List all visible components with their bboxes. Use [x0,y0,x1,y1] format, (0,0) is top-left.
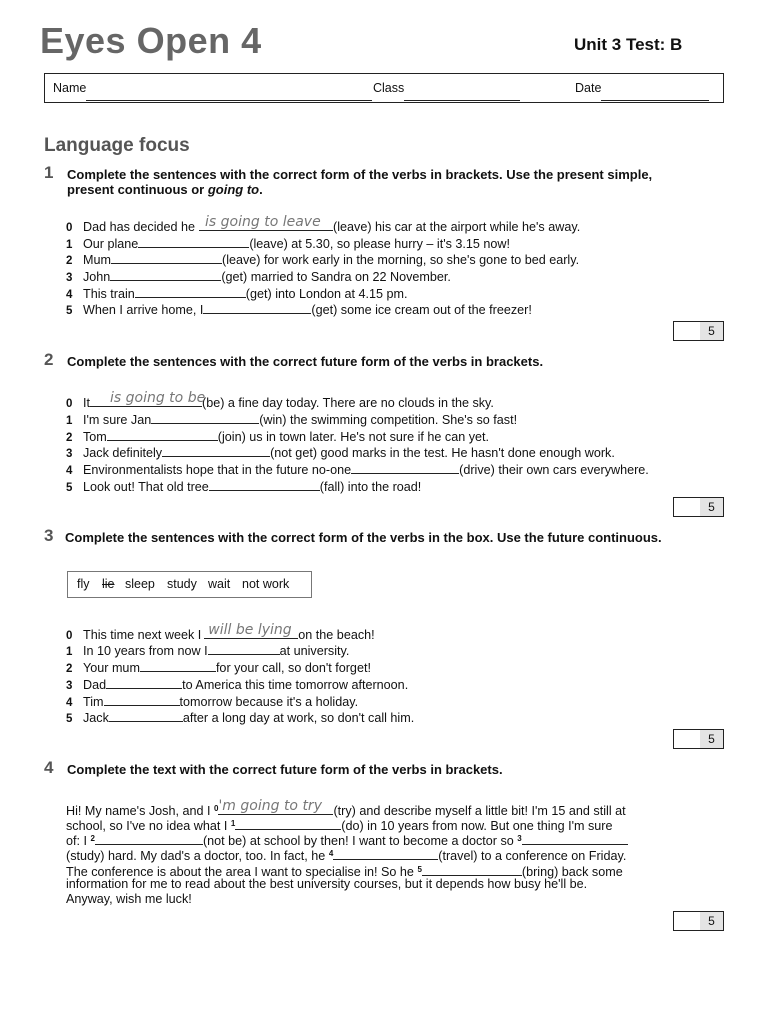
item-text: Jack definitely [83,446,163,460]
score-max: 5 [700,912,723,930]
example-answer: is going to leave [205,214,321,230]
item-number: 3 [66,272,73,284]
exercise-2-item-5 [66,478,421,496]
item-number: 2 [66,663,73,675]
class-label: Class [373,81,405,95]
word-box-item: not work [242,577,290,591]
item-text: (fall) into the road! [319,480,422,494]
item-text: (get) some ice cream out of the freezer! [311,303,532,317]
exercise-2-item-3 [66,444,615,462]
name-label: Name [53,81,87,95]
item-text: This time next week I [83,628,202,642]
text-segment: (study) hard. My dad's a doctor, too. In fact, he [66,849,329,863]
item-text: on the beach! [298,628,375,642]
item-text: (leave) for work early in the morning, so she's gone to bed early. [222,253,580,267]
answer-blank[interactable] [422,863,522,876]
instruction-italic: going to [207,182,260,197]
item-text: for your call, so don't forget! [215,661,371,675]
score-entry[interactable] [674,730,701,748]
text-segment: (travel) to a conference on Friday. [438,849,627,863]
name-field[interactable] [53,81,86,95]
text-segment: (try) and describe myself a little bit! I'm 15 and still at [333,804,626,818]
text-segment: The conference is about the area I want to specialise in! So he [66,865,418,879]
class-field[interactable] [373,81,404,95]
date-label: Date [575,81,602,95]
answer-blank[interactable] [203,301,311,314]
gap-number: 5 [417,865,422,874]
answer-blank[interactable] [209,478,320,491]
word-box-item-used: lie [102,577,115,591]
answer-blank[interactable] [333,847,438,860]
item-text: It [83,396,90,410]
name-blank[interactable] [86,88,372,101]
word-box-item: sleep [125,577,155,591]
item-text: (join) us in town later. He's not sure if he can yet. [217,430,489,444]
exercise-1-instruction [67,167,652,197]
exercise-2-instruction: Complete the sentences with the correct future form of the verbs in brackets. [67,354,544,369]
item-text: Dad [83,678,107,692]
text-line-7: Anyway, wish me luck! [66,892,192,906]
item-text: Mum [83,253,111,267]
item-number: 3 [66,448,73,460]
text-segment: of: I [66,834,91,848]
exercise-3-score-box[interactable] [673,729,724,749]
word-box-item: fly [77,577,90,591]
exercise-1-item-2 [66,251,579,269]
item-number: 4 [66,465,73,477]
item-text: (not get) good marks in the test. He hasn't done enough work. [270,446,615,460]
answer-blank[interactable] [235,817,341,830]
exercise-3-item-1 [66,642,349,660]
instruction-period: . [259,182,263,197]
answer-blank[interactable] [107,428,218,441]
item-text: after a long day at work, so don't call him. [182,711,415,725]
exercise-1-score-box[interactable] [673,321,724,341]
word-box [67,571,312,598]
item-number: 5 [66,305,73,317]
answer-blank[interactable] [522,832,628,845]
text-segment: (do) in 10 years from now. But one thing I'm sure [341,819,613,833]
exercise-3-number: 3 [44,526,54,545]
score-entry[interactable] [674,498,701,516]
item-text: Tim [83,695,104,709]
item-text: Environmentalists hope that in the future no-one [83,463,352,477]
item-number: 0 [66,398,73,410]
answer-blank[interactable] [106,676,182,689]
item-text: I'm sure Jan [83,413,152,427]
exercise-1-item-0 [66,214,581,236]
answer-blank[interactable] [199,214,333,231]
score-entry[interactable] [674,912,701,930]
example-answer: is going to be [110,390,206,406]
score-entry[interactable] [674,322,701,340]
answer-blank[interactable] [95,832,203,845]
exercise-2-score-box[interactable] [673,497,724,517]
text-segment: (bring) back some [521,865,623,879]
item-text: tomorrow because it's a holiday. [179,695,359,709]
answer-blank[interactable] [204,622,298,639]
example-answer: 'm going to try [218,798,322,814]
text-segment: Hi! My name's Josh, and I [66,804,214,818]
instruction-text: present continuous or [67,182,208,197]
item-text: (drive) their own cars everywhere. [459,463,649,477]
gap-number: 4 [328,849,334,858]
item-text: (leave) at 5.30, so please hurry – it's 3.15 now! [249,237,511,251]
item-number: 1 [66,646,73,658]
exercise-2-item-4 [66,461,649,479]
answer-blank[interactable] [140,659,216,672]
exercise-2-item-1 [66,411,517,429]
text-segment: (not be) at school by then! I want to become a doctor so [202,834,518,848]
item-text: John [83,270,111,284]
item-number: 1 [66,415,73,427]
answer-blank[interactable] [208,642,280,655]
answer-blank[interactable] [218,798,333,815]
item-text: Tom [83,430,107,444]
exercise-4-number: 4 [44,758,54,777]
item-number: 5 [66,713,73,725]
gap-number: 1 [230,819,236,828]
exercise-3-item-3 [66,676,408,694]
answer-blank[interactable] [90,390,206,407]
date-blank[interactable] [601,88,709,101]
section-title: Language focus [44,135,190,156]
exercise-4-score-box[interactable] [673,911,724,931]
score-max: 5 [700,322,723,340]
exercise-1-item-5 [66,301,532,319]
item-number: 0 [66,222,73,234]
item-text: In 10 years from now I [83,644,208,658]
exercise-2-item-0 [66,390,494,412]
book-title: Eyes Open 4 [40,20,262,61]
gap-number: 3 [517,834,522,843]
word-box-item: wait [208,577,231,591]
example-answer: will be lying [208,622,292,638]
item-number: 2 [66,255,73,267]
answer-blank[interactable] [351,461,459,474]
answer-blank[interactable] [110,268,221,281]
item-text: (leave) his car at the airport while he's away. [333,220,581,234]
item-text: Your mum [83,661,140,675]
item-number: 5 [66,482,73,494]
exercise-1-item-3 [66,268,451,286]
answer-blank[interactable] [135,285,246,298]
item-text: to America this time tomorrow afternoon. [182,678,409,692]
item-text: When I arrive home, I [83,303,204,317]
item-number: 0 [66,630,73,642]
text-segment: school, so I've no idea what I [66,819,231,833]
student-info-box [44,73,724,103]
gap-number: 2 [90,834,95,843]
class-blank[interactable] [404,88,520,101]
score-max: 5 [700,498,723,516]
exercise-3-item-5 [66,709,414,727]
answer-blank[interactable] [138,235,249,248]
exercise-1-number: 1 [44,163,54,182]
item-text: at university. [279,644,350,658]
item-text: This train [83,287,135,301]
exercise-3-instruction: Complete the sentences with the correct form of the verbs in the box. Use the future continuous. [65,530,662,545]
item-text: Look out! That old tree [83,480,209,494]
gap-number: 0 [214,804,219,813]
answer-blank[interactable] [111,251,222,264]
item-number: 2 [66,432,73,444]
item-text: Jack [83,711,109,725]
item-number: 4 [66,289,73,301]
item-text: (get) into London at 4.15 pm. [245,287,408,301]
item-text: (get) married to Sandra on 22 November. [221,270,451,284]
exercise-1-instruction-line-2 [67,182,652,197]
answer-blank[interactable] [162,444,270,457]
exercise-3-item-2 [66,659,371,677]
answer-blank[interactable] [104,693,180,706]
exercise-2-number: 2 [44,350,54,369]
date-field[interactable] [575,81,601,95]
text-line-6: information for me to read about the best university courses, but it depends how busy he'll be. [66,877,588,891]
exercise-4-instruction: Complete the text with the correct future form of the verbs in brackets. [67,762,503,777]
answer-blank[interactable] [151,411,259,424]
item-number: 3 [66,680,73,692]
item-number: 4 [66,697,73,709]
score-max: 5 [700,730,723,748]
exercise-1-instruction-line-1: Complete the sentences with the correct form of the verbs in brackets. Use the present simple, [67,167,653,182]
item-text: Our plane [83,237,139,251]
answer-blank[interactable] [109,709,183,722]
word-box-item: study [167,577,197,591]
item-text: (be) a fine day today. There are no clouds in the sky. [202,396,494,410]
item-text: Dad has decided he [83,220,196,234]
item-number: 1 [66,239,73,251]
item-text: (win) the swimming competition. She's so fast! [259,413,518,427]
test-title: Unit 3 Test: B [574,35,683,54]
